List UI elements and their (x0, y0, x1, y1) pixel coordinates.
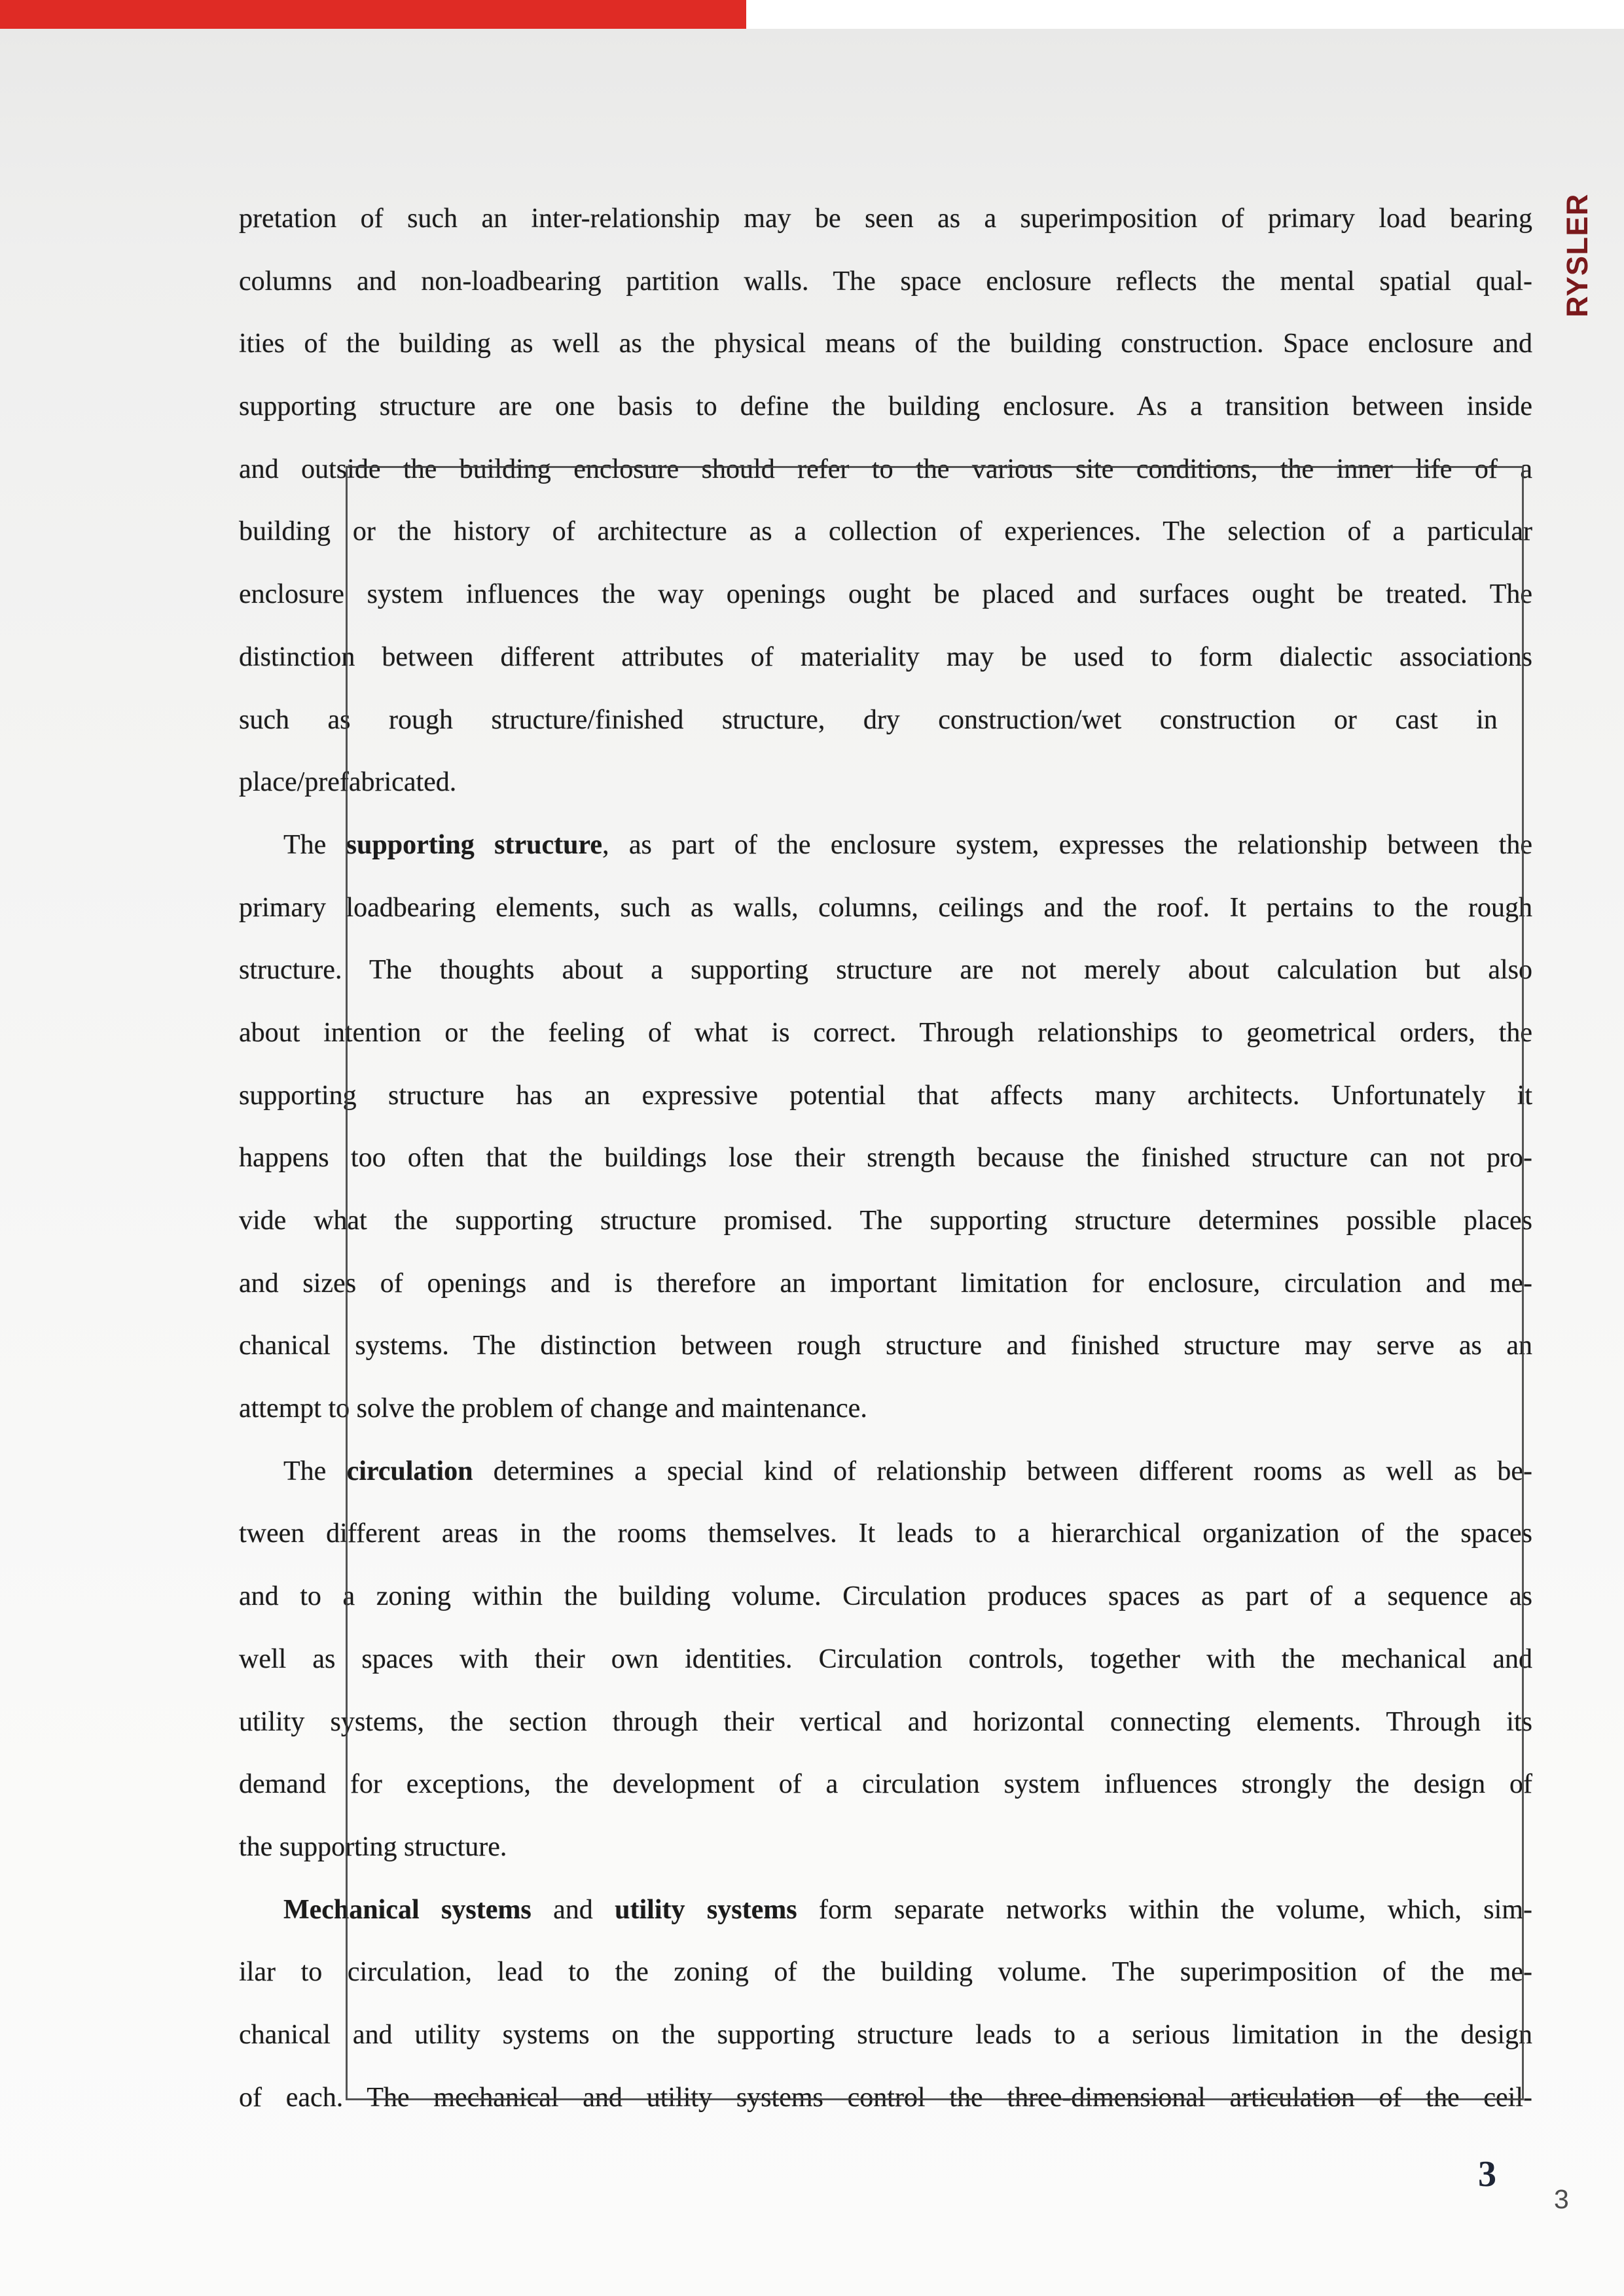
text-line: well as spaces with their own identities. Circulation controls, together with the mechanical and (239, 1643, 1532, 1674)
text-line: ities of the building as well as the physical means of the building construction. Space enclosure and (239, 329, 1532, 359)
text-line: primary loadbearing elements, such as walls, columns, ceilings and the roof. It pertains to the rough (239, 892, 1532, 923)
text-line: and to a zoning within the building volume. Circulation produces spaces as part of a sequence as (239, 1581, 1532, 1612)
text-line: about intention or the feeling of what is correct. Through relationships to geometrical orders, the (239, 1017, 1532, 1048)
text-line: ilar to circulation, lead to the zoning of the building volume. The superimposition of the me- (239, 1957, 1532, 1988)
text-line: vide what the supporting structure promised. The supporting structure determines possible places (239, 1206, 1532, 1236)
text-line: distinction between different attributes of materiality may be used to form dialectic associations (239, 641, 1532, 672)
text-line: demand for exceptions, the development of a circulation system influences strongly the design of (239, 1769, 1532, 1800)
page-number-small: 3 (1554, 2184, 1569, 2214)
text-line: of each. The mechanical and utility systems control the three-dimensional articulation of the ceil- (239, 2082, 1532, 2113)
text-line: structure. The thoughts about a supporting structure are not merely about calculation but also (239, 955, 1532, 986)
text-line: place/prefabricated. (239, 767, 457, 798)
text-line: happens too often that the buildings lose their strength because the finished structure can not pro- (239, 1143, 1532, 1174)
selection-rectangle-overlay (346, 466, 1524, 2100)
text-line: chanical and utility systems on the supporting structure leads to a serious limitation in the design (239, 2019, 1532, 2050)
text-line: utility systems, the section through their vertical and horizontal connecting elements. Through its (239, 1706, 1532, 1737)
text-line: chanical systems. The distinction between rough structure and finished structure may serve as an (239, 1331, 1532, 1361)
text-line: such as rough structure/finished structure, dry construction/wet construction or cast in (239, 704, 1498, 735)
text-line: supporting structure has an expressive potential that affects many architects. Unfortunately it (239, 1080, 1532, 1111)
text-line: supporting structure are one basis to define the building enclosure. As a transition between inside (239, 391, 1532, 422)
text-line: the supporting structure. (239, 1831, 507, 1862)
page-number: 3 (1478, 2154, 1496, 2195)
text-line: pretation of such an inter-relationship may be seen as a superimposition of primary load bearing (239, 204, 1532, 234)
text-line: Mechanical systems and utility systems form separate networks within the volume, which, sim- (283, 1894, 1532, 1925)
text-line: columns and non-loadbearing partition walls. The space enclosure reflects the mental spatial qual- (239, 266, 1532, 296)
text-line: The circulation determines a special kind of relationship between different rooms as well as be- (283, 1456, 1532, 1486)
text-line: and outside the building enclosure should refer to the various site conditions, the inner life of a (239, 454, 1532, 484)
text-line: tween different areas in the rooms themselves. It leads to a hierarchical organization of the spaces (239, 1518, 1532, 1549)
text-line: The supporting structure, as part of the enclosure system, expresses the relationship between the (283, 829, 1532, 860)
text-line: building or the history of architecture as a collection of experiences. The selection of a particular (239, 516, 1532, 547)
text-line: enclosure system influences the way openings ought be placed and surfaces ought be treated. The (239, 579, 1532, 610)
text-line: and sizes of openings and is therefore an important limitation for enclosure, circulation and me- (239, 1268, 1532, 1299)
top-edge-red-bar (0, 0, 746, 29)
text-line: attempt to solve the problem of change and maintenance. (239, 1393, 867, 1424)
side-label-rysler: RYSLER (1561, 193, 1594, 317)
